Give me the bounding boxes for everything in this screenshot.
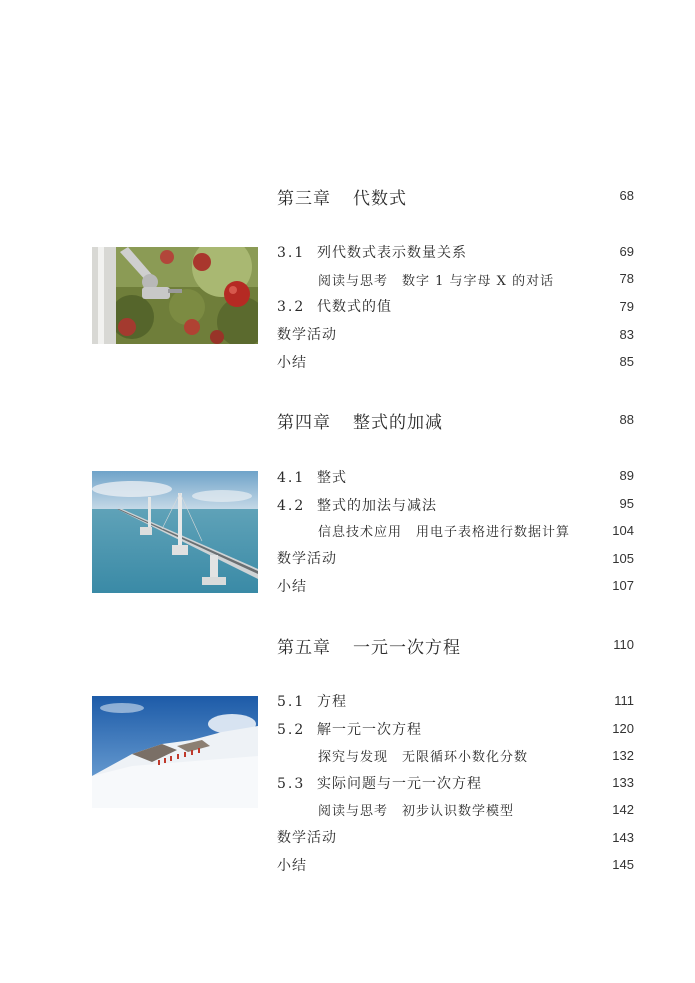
chapter-3-title[interactable] [277, 184, 407, 209]
toc-entry[interactable] [277, 855, 307, 875]
chapter-5-title[interactable] [277, 633, 461, 658]
entry-page: 83 [619, 327, 634, 342]
sea-bridge-photo [92, 471, 258, 593]
section-number: 4.2 [277, 498, 306, 514]
robot-apple-picking-photo [92, 247, 258, 344]
subentry-title: 初步认识数学模型 [402, 804, 515, 819]
toc-entry[interactable] [277, 296, 392, 316]
section-title: 列代数式表示数量关系 [317, 245, 467, 261]
chapter-3-page: 68 [619, 188, 634, 203]
entry-page: 105 [612, 551, 634, 566]
section-title: 整式的加法与减法 [317, 498, 437, 514]
section-title: 数学活动 [277, 830, 337, 846]
section-title: 方程 [317, 694, 347, 710]
chapter-5-page: 110 [613, 637, 634, 652]
toc-subentry[interactable] [318, 270, 554, 289]
subentry-title: 无限循环小数化分数 [402, 750, 529, 765]
section-number: 5.1 [277, 694, 306, 710]
entry-page: 142 [612, 802, 634, 817]
section-title: 代数式的值 [317, 299, 392, 315]
subentry-kind: 阅读与思考 [318, 274, 389, 289]
toc-subentry[interactable] [318, 521, 570, 540]
toc-subentry[interactable] [318, 800, 514, 819]
entry-page: 132 [612, 748, 634, 763]
entry-page: 78 [619, 271, 634, 286]
entry-page: 89 [619, 468, 634, 483]
entry-page: 133 [612, 775, 634, 790]
toc-entry[interactable] [277, 719, 422, 739]
toc-entry[interactable] [277, 827, 337, 847]
toc-entry[interactable] [277, 467, 347, 487]
subentry-kind: 探究与发现 [318, 750, 389, 765]
section-title: 实际问题与一元一次方程 [317, 776, 482, 792]
section-number: 5.2 [277, 722, 306, 738]
section-number: 5.3 [277, 776, 306, 792]
section-title: 小结 [277, 579, 307, 595]
entry-page: 111 [614, 693, 634, 708]
section-title: 解一元一次方程 [317, 722, 422, 738]
toc-entry[interactable] [277, 548, 337, 568]
snow-mountain-climbers-photo [92, 696, 258, 808]
chapter-name: 一元一次方程 [353, 638, 461, 658]
toc-entry[interactable] [277, 495, 437, 515]
toc-entry[interactable] [277, 576, 307, 596]
chapter-number: 第三章 [277, 189, 331, 209]
toc-entry[interactable] [277, 324, 337, 344]
toc-entry[interactable] [277, 242, 467, 262]
entry-page: 120 [612, 721, 634, 736]
toc-entry[interactable] [277, 773, 482, 793]
toc-entry[interactable] [277, 352, 307, 372]
entry-page: 107 [612, 578, 634, 593]
section-number: 3.1 [277, 245, 306, 261]
toc-entry[interactable] [277, 691, 347, 711]
section-number: 4.1 [277, 470, 306, 486]
entry-page: 145 [612, 857, 634, 872]
section-title: 数学活动 [277, 327, 337, 343]
chapter-name: 代数式 [353, 189, 407, 209]
entry-page: 69 [619, 244, 634, 259]
toc-subentry[interactable] [318, 746, 528, 765]
section-title: 整式 [317, 470, 347, 486]
entry-page: 143 [612, 830, 634, 845]
section-title: 数学活动 [277, 551, 337, 567]
subentry-kind: 信息技术应用 [318, 525, 403, 540]
chapter-4-title[interactable] [277, 408, 443, 433]
chapter-number: 第四章 [277, 413, 331, 433]
section-title: 小结 [277, 858, 307, 874]
section-number: 3.2 [277, 299, 306, 315]
section-title: 小结 [277, 355, 307, 371]
entry-page: 85 [619, 354, 634, 369]
entry-page: 104 [612, 523, 634, 538]
entry-page: 79 [619, 299, 634, 314]
chapter-name: 整式的加减 [353, 413, 443, 433]
subentry-title: 用电子表格进行数据计算 [416, 525, 571, 540]
subentry-title: 数字 1 与字母 X 的对话 [402, 274, 555, 289]
chapter-4-page: 88 [619, 412, 634, 427]
subentry-kind: 阅读与思考 [318, 804, 389, 819]
chapter-number: 第五章 [277, 638, 331, 658]
entry-page: 95 [619, 496, 634, 511]
